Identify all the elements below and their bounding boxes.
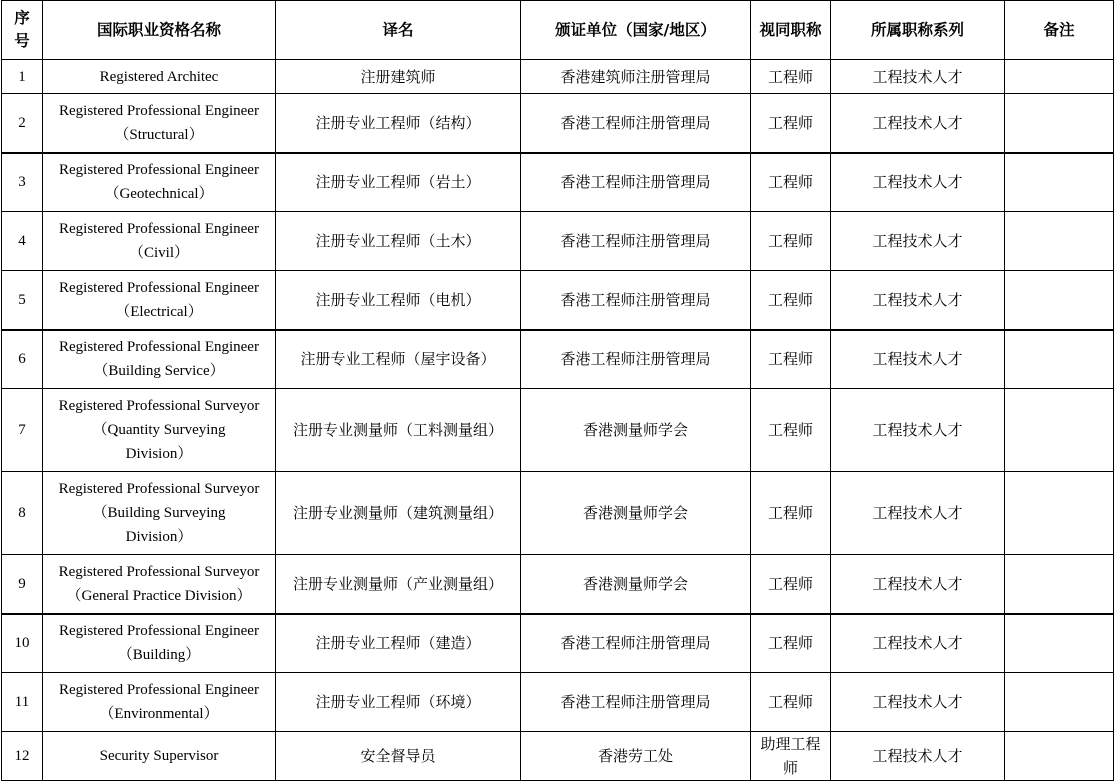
qualification-name-line: （Geotechnical） [104, 186, 214, 203]
title-series: 工程技术人才 [831, 153, 1005, 212]
table-body [2, 60, 1114, 781]
remarks [1005, 271, 1114, 330]
title-series: 工程技术人才 [831, 472, 1005, 555]
row-index: 9 [2, 555, 43, 614]
table-row [2, 673, 1114, 732]
table-row [2, 212, 1114, 271]
qualification-name-line: （Electrical） [115, 303, 203, 320]
issuer: 香港测量师学会 [521, 555, 751, 614]
qualification-name-line: Registered Professional Engineer [59, 682, 259, 698]
issuer: 香港工程师注册管理局 [521, 614, 751, 673]
title-series: 工程技术人才 [831, 673, 1005, 732]
qualification-name-line: （Civil） [128, 245, 189, 261]
qualification-name-line: Registered Professional Engineer [59, 339, 259, 356]
equivalent-title: 工程师 [751, 614, 831, 673]
row-index: 1 [2, 60, 43, 94]
issuer: 香港工程师注册管理局 [521, 673, 751, 732]
qualification-name [43, 614, 276, 673]
title-series: 工程技术人才 [831, 271, 1005, 330]
row-index: 5 [2, 271, 43, 330]
translation: 注册专业工程师（环境） [276, 673, 521, 732]
qualification-name-line: Registered Professional Engineer [59, 221, 259, 237]
equivalent-title: 工程师 [751, 472, 831, 555]
table-row [2, 60, 1114, 94]
qualification-name [43, 60, 276, 94]
equivalent-title: 工程师 [751, 212, 831, 271]
remarks [1005, 732, 1114, 781]
row-index: 7 [2, 389, 43, 472]
row-index: 10 [2, 614, 43, 673]
table-row [2, 389, 1114, 472]
qualification-name-line: Registered Professional Engineer [59, 162, 259, 179]
translation: 注册建筑师 [276, 60, 521, 94]
equivalent-title: 工程师 [751, 673, 831, 732]
qualification-name-line: Registered Professional Surveyor [58, 481, 260, 497]
issuer: 香港工程师注册管理局 [521, 212, 751, 271]
qualification-name-line: （General Practice Division） [66, 587, 252, 604]
title-series: 工程技术人才 [831, 60, 1005, 94]
qualification-name [43, 212, 276, 271]
header-name: 国际职业资格名称 [43, 1, 276, 60]
qualification-name-line: Registered Professional Engineer [59, 102, 259, 119]
qualification-name [43, 330, 276, 389]
row-index: 6 [2, 330, 43, 389]
qualification-name-line: Registered Architec [99, 68, 219, 85]
qualification-name [43, 271, 276, 330]
qualification-name [43, 153, 276, 212]
qualification-name-line: Registered Professional Surveyor [58, 398, 260, 414]
remarks [1005, 330, 1114, 389]
issuer: 香港测量师学会 [521, 389, 751, 472]
translation: 注册专业工程师（建造） [276, 614, 521, 673]
remarks [1005, 673, 1114, 732]
table-row [2, 614, 1114, 673]
qualification-name [43, 555, 276, 614]
qualification-name [43, 732, 276, 781]
table-row [2, 271, 1114, 330]
row-index: 2 [2, 94, 43, 153]
qualification-name-line: （Structural） [114, 126, 204, 143]
equivalent-title: 工程师 [751, 330, 831, 389]
issuer: 香港工程师注册管理局 [521, 271, 751, 330]
qualification-name-line: Registered Professional Engineer [59, 623, 259, 640]
issuer: 香港工程师注册管理局 [521, 330, 751, 389]
remarks [1005, 389, 1114, 472]
issuer: 香港劳工处 [521, 732, 751, 781]
equivalent-title: 工程师 [751, 555, 831, 614]
translation: 注册专业工程师（结构） [276, 94, 521, 153]
translation: 注册专业测量师（建筑测量组） [276, 472, 521, 555]
issuer: 香港测量师学会 [521, 472, 751, 555]
table-row [2, 153, 1114, 212]
row-index: 8 [2, 472, 43, 555]
qualification-name-line: （Building Service） [93, 363, 225, 380]
qualification-name-line: Division） [125, 446, 193, 462]
remarks [1005, 614, 1114, 673]
row-index: 11 [2, 673, 43, 732]
translation: 安全督导员 [276, 732, 521, 781]
qualification-name-line: （Environmental） [99, 706, 219, 722]
header-series: 所属职称系列 [831, 1, 1005, 60]
remarks [1005, 153, 1114, 212]
table-row [2, 94, 1114, 153]
qualification-name [43, 673, 276, 732]
qualification-name-line: Division） [125, 529, 193, 545]
title-series: 工程技术人才 [831, 389, 1005, 472]
translation: 注册专业测量师（产业测量组） [276, 555, 521, 614]
equivalent-title: 工程师 [751, 271, 831, 330]
remarks [1005, 472, 1114, 555]
equivalent-title: 工程师 [751, 389, 831, 472]
title-series: 工程技术人才 [831, 614, 1005, 673]
qualification-name [43, 389, 276, 472]
equivalent-title: 工程师 [751, 153, 831, 212]
remarks [1005, 212, 1114, 271]
issuer: 香港工程师注册管理局 [521, 94, 751, 153]
row-index: 3 [2, 153, 43, 212]
qualification-table [1, 0, 1114, 781]
header-issuer: 颁证单位（国家/地区） [521, 1, 751, 60]
table-row [2, 555, 1114, 614]
header-title: 视同职称 [751, 1, 831, 60]
title-series: 工程技术人才 [831, 212, 1005, 271]
equivalent-title: 工程师 [751, 60, 831, 94]
qualification-name-line: Registered Professional Surveyor [58, 563, 260, 580]
translation: 注册专业工程师（土木） [276, 212, 521, 271]
remarks [1005, 60, 1114, 94]
qualification-name [43, 94, 276, 153]
qualification-name [43, 472, 276, 555]
header-remarks: 备注 [1005, 1, 1114, 60]
title-series: 工程技术人才 [831, 732, 1005, 781]
translation: 注册专业工程师（岩土） [276, 153, 521, 212]
qualification-name-line: （Building） [117, 647, 201, 664]
translation: 注册专业测量师（工料测量组） [276, 389, 521, 472]
qualification-name-line: （Quantity Surveying [92, 422, 226, 438]
title-series: 工程技术人才 [831, 94, 1005, 153]
qualification-name-line: Registered Professional Engineer [59, 279, 259, 296]
issuer: 香港建筑师注册管理局 [521, 60, 751, 94]
qualification-name-line: （Building Surveying [92, 505, 226, 521]
title-series: 工程技术人才 [831, 555, 1005, 614]
table-row [2, 472, 1114, 555]
translation: 注册专业工程师（电机） [276, 271, 521, 330]
equivalent-title: 助理工程师 [751, 732, 831, 781]
equivalent-title: 工程师 [751, 94, 831, 153]
title-series: 工程技术人才 [831, 330, 1005, 389]
header-translation: 译名 [276, 1, 521, 60]
header-index: 序号 [2, 1, 43, 60]
remarks [1005, 555, 1114, 614]
row-index: 12 [2, 732, 43, 781]
table-row [2, 732, 1114, 781]
row-index: 4 [2, 212, 43, 271]
qualification-name-line: Security Supervisor [99, 748, 219, 764]
translation: 注册专业工程师（屋宇设备） [276, 330, 521, 389]
header-row [2, 1, 1114, 60]
issuer: 香港工程师注册管理局 [521, 153, 751, 212]
table-row [2, 330, 1114, 389]
remarks [1005, 94, 1114, 153]
